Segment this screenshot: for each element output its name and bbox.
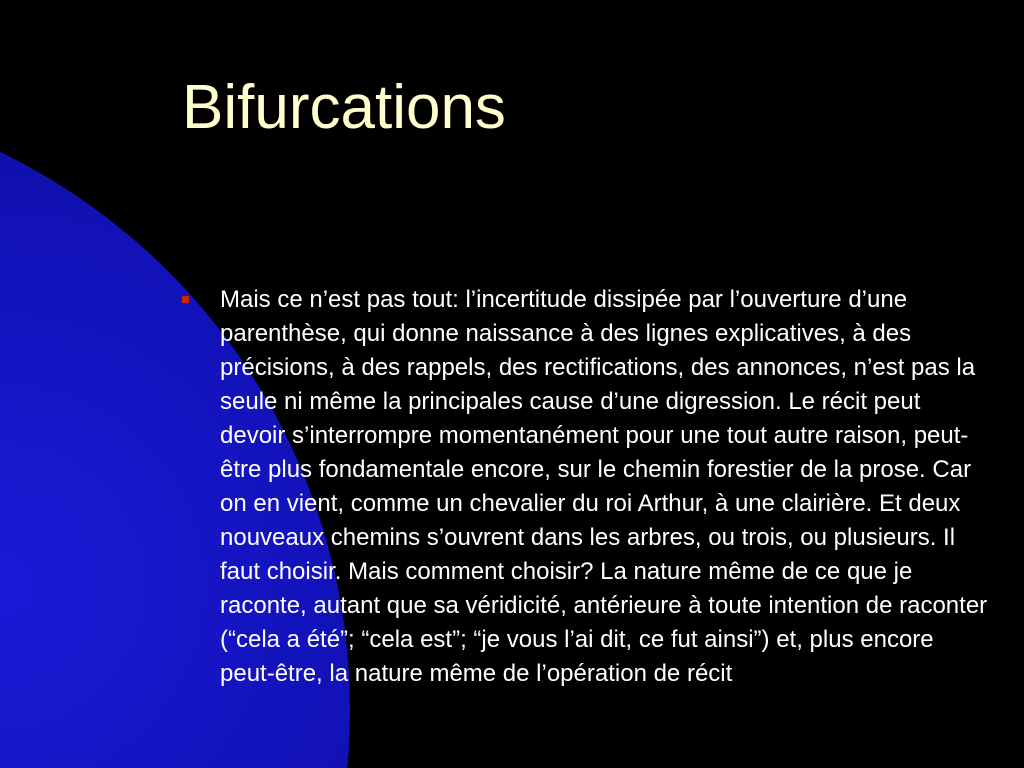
bullet-item [180,283,990,691]
slide-title: Bifurcations [182,73,506,142]
bullet-text: Mais ce n’est pas tout: l’incertitude dissipée par l’ouverture d’une parenthèse, qui donne naissance à des lignes explicatives, à des précisions, à des rappels, des rectifications, des annonces, n’est pas la seule ni même la principales cause d’une digression. Le récit peut devoir s’interrompre momentanément pour une tout autre raison, peut-être plus fondamentale encore, sur le chemin forestier de la prose. Car on en vient, comme un chevalier du roi Arthur, à une clairière. Et deux nouveaux chemins s’ouvrent dans les arbres, ou trois, ou plusieurs. Il faut choisir. Mais comment choisir? La nature même de ce que je raconte, autant que sa véridicité, antérieure à toute intention de raconter (“cela a été”; “cela est”; “je vous l’ai dit, ce fut ainsi”) et, plus encore peut-être, la nature même de l’opération de récit [220,286,988,687]
square-bullet-icon [182,296,189,303]
